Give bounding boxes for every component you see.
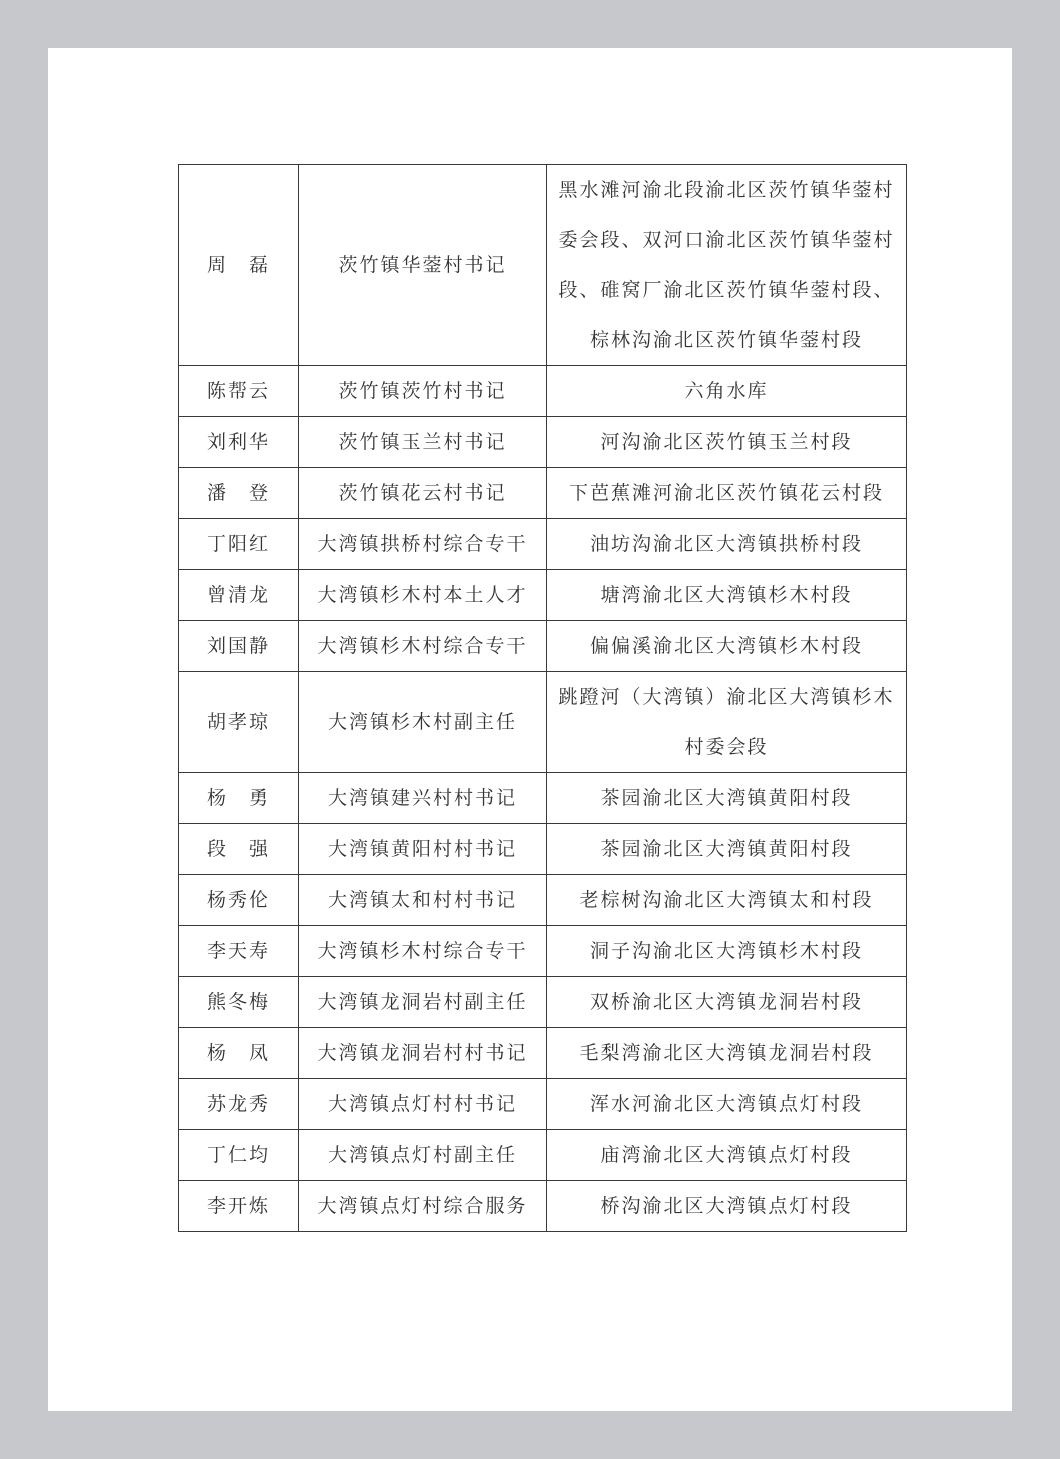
section-cell: 黑水滩河渝北段渝北区茨竹镇华蓥村委会段、双河口渝北区茨竹镇华蓥村段、碓窝厂渝北区茨竹镇华蓥村段、棕林沟渝北区茨竹镇华蓥村段 bbox=[547, 165, 907, 366]
position-cell: 大湾镇拱桥村综合专干 bbox=[299, 519, 547, 570]
section-cell: 油坊沟渝北区大湾镇拱桥村段 bbox=[547, 519, 907, 570]
name-cell: 苏龙秀 bbox=[179, 1079, 299, 1130]
name-cell: 丁阳红 bbox=[179, 519, 299, 570]
table-row bbox=[179, 165, 907, 366]
section-cell: 桥沟渝北区大湾镇点灯村段 bbox=[547, 1181, 907, 1232]
table-row bbox=[179, 1130, 907, 1181]
position-cell: 大湾镇杉木村综合专干 bbox=[299, 926, 547, 977]
name-cell: 刘国静 bbox=[179, 621, 299, 672]
section-cell: 庙湾渝北区大湾镇点灯村段 bbox=[547, 1130, 907, 1181]
name-cell: 杨 勇 bbox=[179, 773, 299, 824]
position-cell: 茨竹镇华蓥村书记 bbox=[299, 165, 547, 366]
name-cell: 刘利华 bbox=[179, 417, 299, 468]
position-cell: 大湾镇点灯村副主任 bbox=[299, 1130, 547, 1181]
position-cell: 大湾镇黄阳村村书记 bbox=[299, 824, 547, 875]
name-cell: 李天寿 bbox=[179, 926, 299, 977]
name-cell: 段 强 bbox=[179, 824, 299, 875]
table-row bbox=[179, 977, 907, 1028]
position-cell: 茨竹镇玉兰村书记 bbox=[299, 417, 547, 468]
table-row bbox=[179, 468, 907, 519]
table-row bbox=[179, 366, 907, 417]
river-chief-table bbox=[178, 164, 907, 1232]
table-row bbox=[179, 824, 907, 875]
position-cell: 大湾镇杉木村本土人才 bbox=[299, 570, 547, 621]
table-row bbox=[179, 519, 907, 570]
table-row bbox=[179, 1028, 907, 1079]
section-cell: 河沟渝北区茨竹镇玉兰村段 bbox=[547, 417, 907, 468]
name-cell: 周 磊 bbox=[179, 165, 299, 366]
table-row bbox=[179, 926, 907, 977]
table-row bbox=[179, 621, 907, 672]
table-row bbox=[179, 773, 907, 824]
section-cell: 双桥渝北区大湾镇龙洞岩村段 bbox=[547, 977, 907, 1028]
section-cell: 毛梨湾渝北区大湾镇龙洞岩村段 bbox=[547, 1028, 907, 1079]
section-cell: 浑水河渝北区大湾镇点灯村段 bbox=[547, 1079, 907, 1130]
name-cell: 杨秀伦 bbox=[179, 875, 299, 926]
position-cell: 大湾镇点灯村综合服务 bbox=[299, 1181, 547, 1232]
position-cell: 大湾镇太和村村书记 bbox=[299, 875, 547, 926]
section-cell: 老棕树沟渝北区大湾镇太和村段 bbox=[547, 875, 907, 926]
name-cell: 丁仁均 bbox=[179, 1130, 299, 1181]
table-row bbox=[179, 875, 907, 926]
name-cell: 曾清龙 bbox=[179, 570, 299, 621]
position-cell: 大湾镇杉木村综合专干 bbox=[299, 621, 547, 672]
table-row bbox=[179, 1181, 907, 1232]
section-cell: 偏偏溪渝北区大湾镇杉木村段 bbox=[547, 621, 907, 672]
position-cell: 大湾镇建兴村村书记 bbox=[299, 773, 547, 824]
section-cell: 茶园渝北区大湾镇黄阳村段 bbox=[547, 824, 907, 875]
table-row bbox=[179, 1079, 907, 1130]
name-cell: 潘 登 bbox=[179, 468, 299, 519]
name-cell: 熊冬梅 bbox=[179, 977, 299, 1028]
name-cell: 胡孝琼 bbox=[179, 672, 299, 773]
table-row bbox=[179, 672, 907, 773]
position-cell: 大湾镇点灯村村书记 bbox=[299, 1079, 547, 1130]
section-cell: 塘湾渝北区大湾镇杉木村段 bbox=[547, 570, 907, 621]
section-cell: 跳蹬河（大湾镇）渝北区大湾镇杉木村委会段 bbox=[547, 672, 907, 773]
position-cell: 大湾镇龙洞岩村村书记 bbox=[299, 1028, 547, 1079]
name-cell: 李开炼 bbox=[179, 1181, 299, 1232]
section-cell: 下芭蕉滩河渝北区茨竹镇花云村段 bbox=[547, 468, 907, 519]
table-row bbox=[179, 570, 907, 621]
table-row bbox=[179, 417, 907, 468]
position-cell: 茨竹镇花云村书记 bbox=[299, 468, 547, 519]
name-cell: 杨 凤 bbox=[179, 1028, 299, 1079]
document-page bbox=[48, 48, 1012, 1411]
section-cell: 茶园渝北区大湾镇黄阳村段 bbox=[547, 773, 907, 824]
section-cell: 洞子沟渝北区大湾镇杉木村段 bbox=[547, 926, 907, 977]
position-cell: 大湾镇杉木村副主任 bbox=[299, 672, 547, 773]
section-cell: 六角水库 bbox=[547, 366, 907, 417]
name-cell: 陈帮云 bbox=[179, 366, 299, 417]
position-cell: 大湾镇龙洞岩村副主任 bbox=[299, 977, 547, 1028]
position-cell: 茨竹镇茨竹村书记 bbox=[299, 366, 547, 417]
